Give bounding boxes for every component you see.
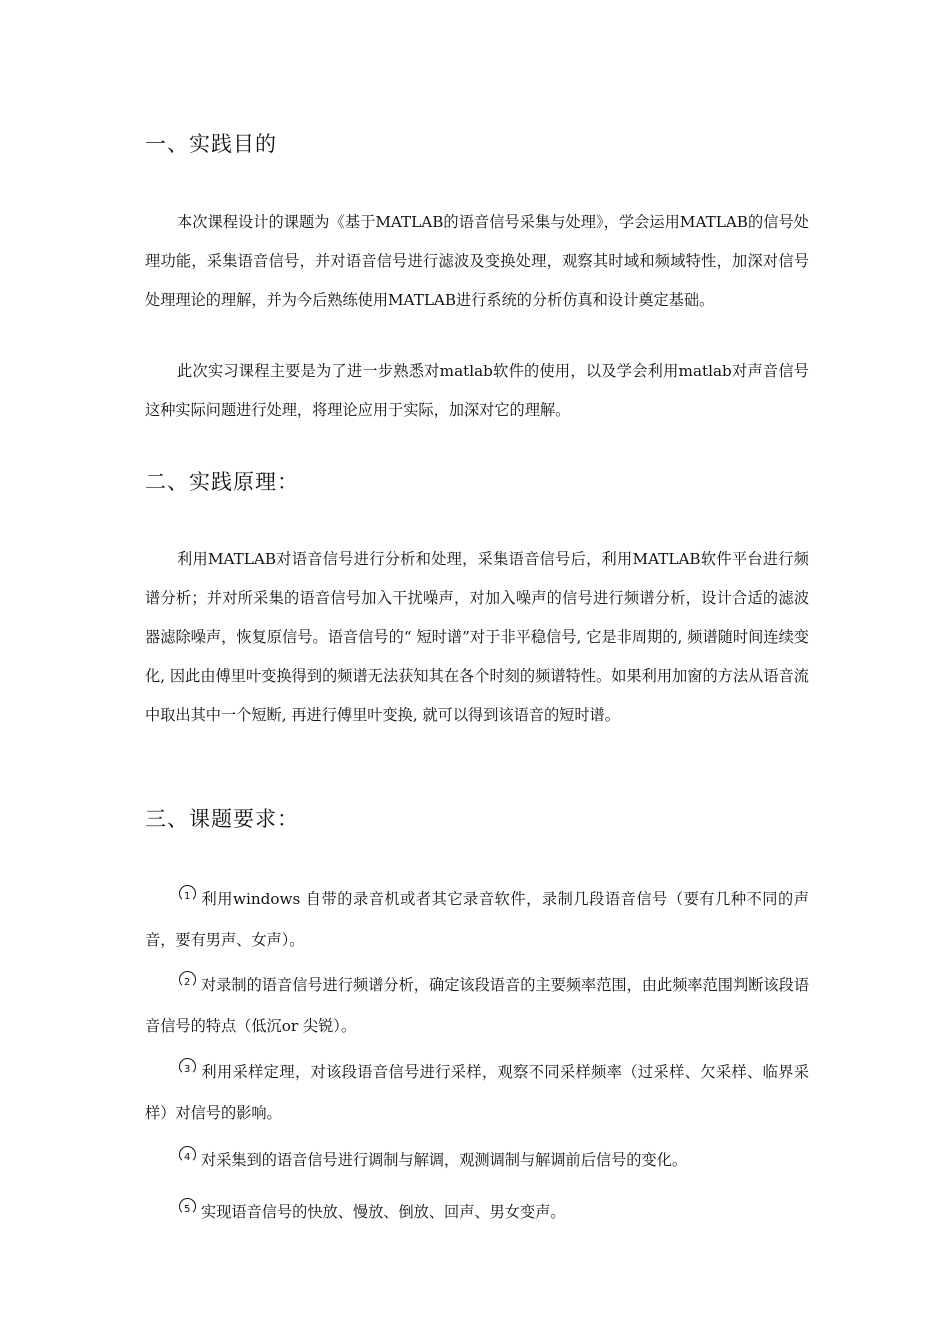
requirement-text: 利用采样定理，对该段语音信号进行采样，观察不同采样频率（过采样、欠采样、临界采样）对信号的影响。 [145,1063,809,1122]
circled-number-1-icon: 1 [177,888,201,906]
paragraph-purpose-2: 此次实习课程主要是为了进一步熟悉对matlab软件的使用，以及学会利用matlab对声音信号这种实际问题进行处理，将理论应用于实际，加深对它的理解。 [145,362,809,419]
section-heading-requirements: 三、课题要求： [145,807,299,831]
requirement-text: 利用windows 自带的录音机或者其它录音软件，录制几段语音信号（要有几种不同的声音，要有男声、女声）。 [145,890,809,949]
requirement-text: 实现语音信号的快放、慢放、倒放、回声、男女变声。 [201,1203,566,1221]
circled-number-5-icon: 5 [177,1201,201,1219]
requirement-text: 对采集到的语音信号进行调制与解调，观测调制与解调前后信号的变化。 [201,1151,687,1169]
requirement-text: 对录制的语音信号进行频谱分析，确定该段语音的主要频率范围，由此频率范围判断该段语音信号的特点（低沉or 尖锐）。 [145,976,809,1035]
requirement-item [145,879,809,961]
circled-number-3-icon: 3 [177,1061,201,1079]
requirement-item [145,1192,809,1233]
section-heading-principle: 二、实践原理： [145,470,299,494]
requirement-item [145,1052,809,1134]
requirement-item [145,965,809,1047]
circled-number-2-icon: 2 [177,974,201,992]
section-heading-purpose: 一、实践目的 [145,132,277,156]
paragraph-purpose-1: 本次课程设计的课题为《基于MATLAB的语音信号采集与处理》，学会运用MATLAB的信号处理功能，采集语音信号，并对语音信号进行滤波及变换处理，观察其时域和频域特性，加深对信号处理理论的理解，并为今后熟练使用MATLAB进行系统的分析仿真和设计奠定基础。 [145,213,809,309]
paragraph-principle: 利用MATLAB对语音信号进行分析和处理，采集语音信号后，利用MATLAB软件平台进行频谱分析；并对所采集的语音信号加入干扰噪声，对加入噪声的信号进行频谱分析，设计合适的滤波器滤除噪声，恢复原信号。语音信号的“ 短时谱”对于非平稳信号, 它是非周期的, 频谱随时间连续变化, 因此由傅里叶变换得到的频谱无法获知其在各个时刻的频谱特性。如果利用加窗的方法从语音流中取出其中一个短断, 再进行傅里叶变换, 就可以得到该语音的短时谱。 [145,550,809,724]
circled-number-4-icon: 4 [177,1149,201,1167]
requirement-item [145,1140,809,1181]
